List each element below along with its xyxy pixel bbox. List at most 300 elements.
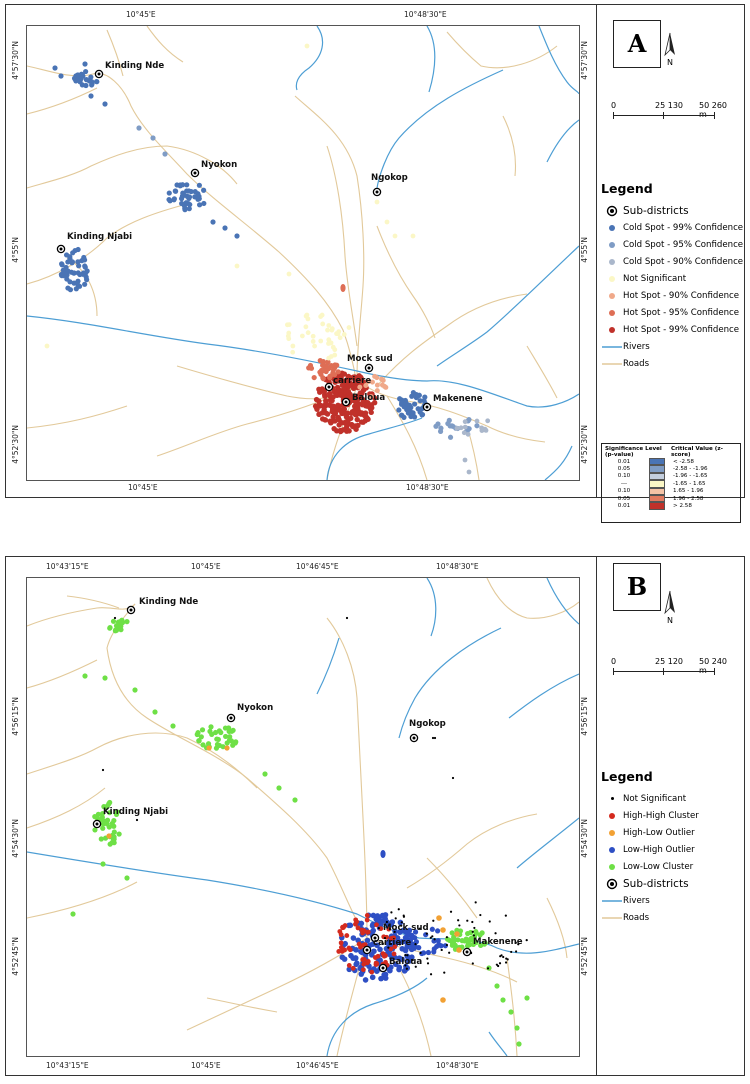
legend-item-label: Cold Spot - 90% Confidence: [623, 256, 744, 267]
panel-letter: A: [613, 20, 661, 68]
road-line: [27, 66, 357, 386]
low-low-cluster-point: [70, 911, 75, 916]
low-low-cluster-point: [262, 771, 267, 776]
not-significant-point: [505, 915, 507, 917]
bottom-lon-label: 10°45'E: [191, 1061, 221, 1070]
legend-item-label: Hot Spot - 95% Confidence: [623, 307, 740, 318]
not-significant-point: [479, 914, 481, 916]
low-high-outlier-point: [403, 948, 409, 954]
hot-spot-99-point: [314, 407, 319, 412]
low-low-cluster-point: [292, 797, 297, 802]
road-line: [27, 88, 97, 114]
high-high-cluster-point: [362, 928, 367, 933]
hot-spot-99-point: [331, 426, 336, 431]
road-line: [447, 32, 557, 68]
legend-item: [601, 807, 745, 824]
scale-tick-1: 25 120: [655, 657, 683, 666]
not-significant-point: [434, 938, 436, 940]
hot-spot-99-point: [328, 403, 333, 408]
place-label: Makenene: [433, 394, 483, 404]
road-line: [207, 998, 277, 1012]
low-low-cluster-point: [233, 740, 238, 745]
low-low-cluster-point: [524, 995, 529, 1000]
sig-p-value: 0.05: [617, 466, 631, 473]
road-line: [377, 226, 435, 338]
legend-line-icon: [601, 912, 623, 924]
not-significant-point: [494, 932, 496, 934]
low-low-cluster-point: [152, 709, 157, 714]
place-label: Kinding Njabi: [103, 807, 169, 817]
sub-district-marker-center: [345, 401, 348, 404]
road-line: [407, 814, 537, 888]
low-low-cluster-point: [508, 1009, 513, 1014]
not-significant-point: [457, 919, 459, 921]
high-low-outlier-point: [206, 745, 211, 750]
cold-spot-99-point: [222, 225, 227, 230]
not-significant-point: [102, 769, 104, 771]
low-low-cluster-point: [101, 821, 106, 826]
high-high-cluster-point: [347, 963, 352, 968]
sub-district-marker-center: [194, 172, 197, 175]
legend-item: [601, 909, 745, 926]
sig-z-score: -2.58 - -1.96: [673, 466, 708, 473]
place-label: Nyokon: [201, 160, 238, 170]
cold-spot-99-point: [167, 190, 172, 195]
river-line: [296, 26, 322, 90]
river-line: [509, 674, 579, 718]
left-lat-label: 4°57'30"N: [11, 41, 20, 80]
low-low-cluster-point: [100, 861, 105, 866]
low-low-cluster-point: [460, 938, 465, 943]
cold-spot-99-point: [174, 182, 179, 187]
cold-spot-95-point: [433, 424, 438, 429]
hot-spot-99-point: [336, 387, 341, 392]
low-low-cluster-point: [118, 624, 123, 629]
legend-marker-icon: [601, 273, 623, 285]
low-low-cluster-point: [227, 729, 232, 734]
legend-item: [601, 355, 745, 372]
high-low-outlier-point: [106, 833, 111, 838]
sig-p-value: 0.01: [617, 458, 631, 465]
cold-spot-99-point: [406, 410, 411, 415]
cold-spot-99-point: [84, 274, 89, 279]
road-line: [147, 26, 183, 62]
not-significant-point: [332, 347, 337, 352]
road-line: [377, 294, 527, 386]
place-label: Baloua: [389, 957, 423, 967]
low-low-cluster-point: [107, 626, 112, 631]
cold-spot-99-point: [102, 101, 107, 106]
high-high-cluster-point: [340, 925, 345, 930]
high-low-outlier-point: [454, 931, 460, 937]
sub-district-marker-center: [466, 951, 469, 954]
sub-district-marker-center: [98, 73, 101, 76]
hot-spot-99-point: [329, 398, 334, 403]
hot-spot-99-point: [314, 397, 319, 402]
road-line: [527, 346, 557, 398]
cold-spot-99-point: [81, 257, 86, 262]
not-significant-point: [318, 339, 323, 344]
river-line: [437, 246, 579, 366]
low-low-cluster-point: [209, 732, 214, 737]
lisa-cluster-map: [26, 577, 580, 1057]
not-significant-point: [311, 339, 316, 344]
cold-spot-99-point: [77, 272, 82, 277]
low-low-cluster-point: [113, 627, 118, 632]
low-low-cluster-point: [117, 831, 122, 836]
high-high-cluster-point: [366, 959, 371, 964]
not-significant-point: [489, 920, 491, 922]
top-lon-label: 10°46'45"E: [296, 562, 339, 571]
cold-spot-99-point: [186, 188, 191, 193]
not-significant-point: [290, 350, 295, 355]
cold-spot-90-point: [455, 426, 460, 431]
road-line: [327, 146, 357, 346]
cold-spot-99-point: [197, 183, 202, 188]
legend-item: [601, 270, 745, 287]
not-significant-point: [441, 949, 443, 951]
north-arrow-icon: [662, 589, 678, 625]
sub-district-marker-center: [230, 717, 233, 720]
cold-spot-99-point: [94, 79, 99, 84]
legend-item-label: Sub-districts: [623, 204, 689, 217]
hot-spot-95-point: [332, 362, 337, 367]
not-significant-point: [403, 916, 405, 918]
hot-spot-95-point: [340, 284, 345, 292]
lisa-map-canvas: [27, 578, 579, 1056]
low-low-cluster-point: [465, 931, 470, 936]
legend-item-label: High-High Cluster: [623, 810, 699, 821]
place-label: Mock sud: [347, 354, 393, 364]
road-line: [487, 578, 579, 618]
hot-spot-99-point: [369, 410, 374, 415]
sub-district-marker-center: [376, 191, 379, 194]
road-line: [503, 116, 516, 176]
significance-table: [601, 443, 741, 523]
legend-marker-icon: [601, 205, 623, 217]
not-significant-point: [475, 901, 477, 903]
low-low-cluster-point: [215, 742, 220, 747]
cold-spot-99-point: [185, 194, 190, 199]
low-high-outlier-point: [380, 850, 385, 858]
high-high-cluster-point: [365, 913, 370, 918]
sig-z-score: > 2.58: [673, 503, 692, 510]
not-significant-point: [114, 617, 116, 619]
not-significant-point: [419, 952, 421, 954]
road-line: [27, 733, 257, 788]
legend-item-label: Hot Spot - 90% Confidence: [623, 290, 740, 301]
cold-spot-95-point: [150, 135, 155, 140]
not-significant-point: [471, 921, 473, 923]
sub-district-marker-center: [413, 737, 416, 740]
bottom-lon-label: 10°48'30"E: [406, 483, 449, 492]
sig-z-score: 1.96 - 2.58: [673, 495, 704, 502]
hot-spot-95-point: [318, 372, 323, 377]
not-significant-point: [398, 908, 400, 910]
legend-marker-icon: [601, 827, 623, 839]
hot-spot-95-point: [312, 375, 317, 380]
sub-district-marker-center: [130, 609, 133, 612]
north-arrow-icon: [662, 31, 678, 67]
hotspot-map-canvas: [27, 26, 579, 480]
low-low-cluster-point: [516, 1041, 521, 1046]
sig-row: [605, 458, 737, 465]
high-high-cluster-point: [374, 961, 379, 966]
scale-tick-0: 0: [611, 657, 617, 666]
road-line: [427, 858, 477, 918]
sig-p-value: 0.10: [617, 488, 631, 495]
hot-spot-99-point: [323, 417, 328, 422]
legend-item-label: Not Significant: [623, 273, 687, 284]
sig-row: [605, 465, 737, 472]
top-lon-label: 10°45'E: [191, 562, 221, 571]
legend-marker-icon: [601, 861, 623, 873]
high-high-cluster-point: [339, 940, 344, 945]
river-line: [327, 978, 427, 1056]
not-significant-point: [304, 314, 309, 319]
sig-swatch: [649, 488, 665, 495]
not-significant-point: [515, 950, 517, 952]
hot-spot-90-point: [375, 383, 380, 388]
cold-spot-99-point: [172, 196, 177, 201]
sub-district-marker-center: [382, 967, 385, 970]
low-low-cluster-point: [170, 723, 175, 728]
hot-spot-90-point: [372, 374, 377, 379]
not-significant-point: [395, 917, 397, 919]
high-high-cluster-point: [344, 933, 349, 938]
hot-spot-99-point: [365, 417, 370, 422]
cold-spot-99-point: [399, 398, 404, 403]
hotspot-map: [26, 25, 580, 481]
not-significant-point: [346, 617, 348, 619]
right-lat-label: 4°57'30"N: [580, 41, 589, 80]
high-low-outlier-point: [436, 915, 442, 921]
road-line: [27, 882, 137, 918]
legend-item: [601, 338, 745, 355]
left-lat-label: 4°55'N: [11, 237, 20, 263]
river-line: [547, 120, 579, 162]
road-line: [295, 96, 364, 378]
low-low-cluster-point: [102, 675, 107, 680]
low-high-outlier-point: [430, 927, 435, 932]
hot-spot-99-point: [323, 410, 328, 415]
cold-spot-99-point: [186, 201, 191, 206]
sig-z-score: < -2.58: [673, 458, 694, 465]
high-high-cluster-point: [336, 949, 341, 954]
cold-spot-99-point: [396, 407, 401, 412]
river-line: [547, 578, 579, 624]
cold-spot-99-point: [415, 393, 420, 398]
place-label: Kinding Nde: [139, 597, 199, 607]
side-panel: [596, 557, 745, 1075]
low-low-cluster-point: [214, 736, 219, 741]
not-significant-point: [430, 973, 432, 975]
legend: [601, 181, 745, 372]
panel-letter: B: [613, 563, 661, 611]
river-line: [427, 26, 435, 92]
legend-marker-icon: [601, 239, 623, 251]
north-label: N: [667, 58, 673, 67]
left-lat-label: 4°52'45"N: [11, 937, 20, 976]
not-significant-point: [434, 737, 436, 739]
not-significant-point: [466, 920, 468, 922]
cold-spot-95-point: [474, 423, 479, 428]
low-high-outlier-point: [438, 943, 443, 948]
not-significant-point: [312, 344, 317, 349]
scale-bar: [611, 657, 731, 687]
cold-spot-99-point: [418, 398, 423, 403]
bottom-lon-label: 10°45'E: [128, 483, 158, 492]
cold-spot-90-point: [463, 425, 468, 430]
sig-row: [605, 480, 737, 487]
sig-swatch: [649, 495, 665, 502]
not-significant-point: [45, 344, 50, 349]
not-significant-point: [472, 962, 474, 964]
low-low-cluster-point: [124, 875, 129, 880]
cold-spot-90-point: [463, 458, 468, 463]
not-significant-point: [526, 939, 528, 941]
river-line: [539, 26, 579, 94]
high-high-cluster-point: [351, 966, 356, 971]
cold-spot-99-point: [52, 65, 57, 70]
top-lon-label: 10°48'30"E: [436, 562, 479, 571]
cold-spot-99-point: [68, 287, 73, 292]
low-high-outlier-point: [387, 968, 393, 974]
place-label: Nyokon: [237, 703, 274, 713]
high-high-cluster-point: [365, 918, 370, 923]
not-significant-point: [411, 234, 416, 239]
high-high-cluster-point: [353, 917, 358, 922]
cold-spot-95-point: [448, 435, 453, 440]
place-label: Makenene: [473, 937, 523, 947]
not-significant-point: [510, 951, 512, 953]
place-label: Ngokop: [371, 173, 408, 183]
low-high-outlier-point: [370, 974, 376, 980]
sig-p-value: ---: [620, 480, 628, 487]
hot-spot-95-point: [327, 374, 332, 379]
legend-item-label: Hot Spot - 99% Confidence: [623, 324, 740, 335]
map-panel-a: [5, 4, 745, 510]
cold-spot-99-point: [411, 390, 416, 395]
bottom-lon-label: 10°48'30"E: [436, 1061, 479, 1070]
place-label: Baloua: [352, 393, 386, 403]
hot-spot-99-point: [332, 410, 337, 415]
legend-marker-icon: [601, 307, 623, 319]
legend-item-label: Rivers: [623, 341, 650, 352]
cold-spot-99-point: [62, 272, 67, 277]
legend-line-icon: [601, 341, 623, 353]
legend-item: [601, 219, 745, 236]
place-label: Kinding Njabi: [67, 232, 133, 242]
low-low-cluster-point: [124, 619, 129, 624]
river-line: [517, 818, 579, 868]
legend-item-label: Sub-districts: [623, 877, 689, 890]
low-low-cluster-point: [450, 930, 455, 935]
low-high-outlier-point: [354, 960, 360, 966]
legend-marker-icon: [601, 810, 623, 822]
cold-spot-90-point: [467, 470, 472, 475]
low-low-cluster-point: [208, 724, 213, 729]
cold-spot-99-point: [187, 206, 192, 211]
hot-spot-99-point: [362, 412, 367, 417]
legend-marker-icon: [601, 878, 623, 890]
legend-item: [601, 253, 745, 270]
cold-spot-99-point: [401, 415, 406, 420]
low-low-cluster-point: [112, 840, 117, 845]
hot-spot-99-point: [345, 421, 350, 426]
sub-district-marker-center: [368, 367, 371, 370]
sig-p-value: 0.05: [617, 495, 631, 502]
legend-item: [601, 841, 745, 858]
hot-spot-99-point: [355, 405, 360, 410]
low-low-cluster-point: [119, 618, 124, 623]
cold-spot-99-point: [70, 259, 75, 264]
not-significant-point: [406, 968, 408, 970]
not-significant-point: [318, 314, 323, 319]
legend-item: [601, 202, 745, 219]
high-high-cluster-point: [342, 948, 347, 953]
river-line: [377, 70, 503, 188]
not-significant-point: [432, 737, 434, 739]
low-high-outlier-point: [396, 967, 402, 973]
legend-item: [601, 790, 745, 807]
high-high-cluster-point: [347, 946, 352, 951]
high-high-cluster-point: [339, 932, 344, 937]
not-significant-point: [404, 954, 406, 956]
hot-spot-99-point: [316, 387, 321, 392]
hot-spot-99-point: [345, 428, 350, 433]
not-significant-point: [286, 334, 291, 339]
not-significant-point: [290, 344, 295, 349]
high-high-cluster-point: [361, 967, 366, 972]
low-low-cluster-point: [200, 727, 205, 732]
cold-spot-99-point: [197, 202, 202, 207]
cold-spot-99-point: [180, 191, 185, 196]
low-low-cluster-point: [276, 785, 281, 790]
top-lon-label: 10°48'30"E: [404, 10, 447, 19]
high-high-cluster-point: [376, 954, 381, 959]
high-high-cluster-point: [356, 926, 361, 931]
place-label: carriere: [333, 376, 372, 386]
sig-swatch: [649, 473, 665, 480]
cold-spot-99-point: [82, 263, 87, 268]
low-low-cluster-point: [99, 836, 104, 841]
left-lat-label: 4°52'30"N: [11, 425, 20, 464]
legend-title: Legend: [601, 769, 653, 784]
not-significant-point: [487, 967, 489, 969]
not-significant-point: [393, 234, 398, 239]
high-high-cluster-point: [369, 970, 374, 975]
high-high-cluster-point: [392, 952, 397, 957]
hot-spot-90-point: [383, 385, 388, 390]
not-significant-point: [507, 958, 509, 960]
top-lon-label: 10°45'E: [126, 10, 156, 19]
sig-swatch: [649, 458, 665, 465]
low-low-cluster-point: [111, 619, 116, 624]
cold-spot-99-point: [58, 73, 63, 78]
side-panel: [596, 5, 745, 510]
scale-tick-2: 50 240: [699, 657, 727, 666]
low-low-cluster-point: [223, 734, 228, 739]
river-line: [27, 316, 579, 407]
legend-item-label: Cold Spot - 99% Confidence: [623, 222, 744, 233]
low-low-cluster-point: [132, 687, 137, 692]
sig-row: [605, 473, 737, 480]
river-line: [317, 638, 339, 694]
cold-spot-90-point: [463, 419, 468, 424]
river-line: [545, 446, 572, 480]
not-significant-point: [390, 911, 392, 913]
